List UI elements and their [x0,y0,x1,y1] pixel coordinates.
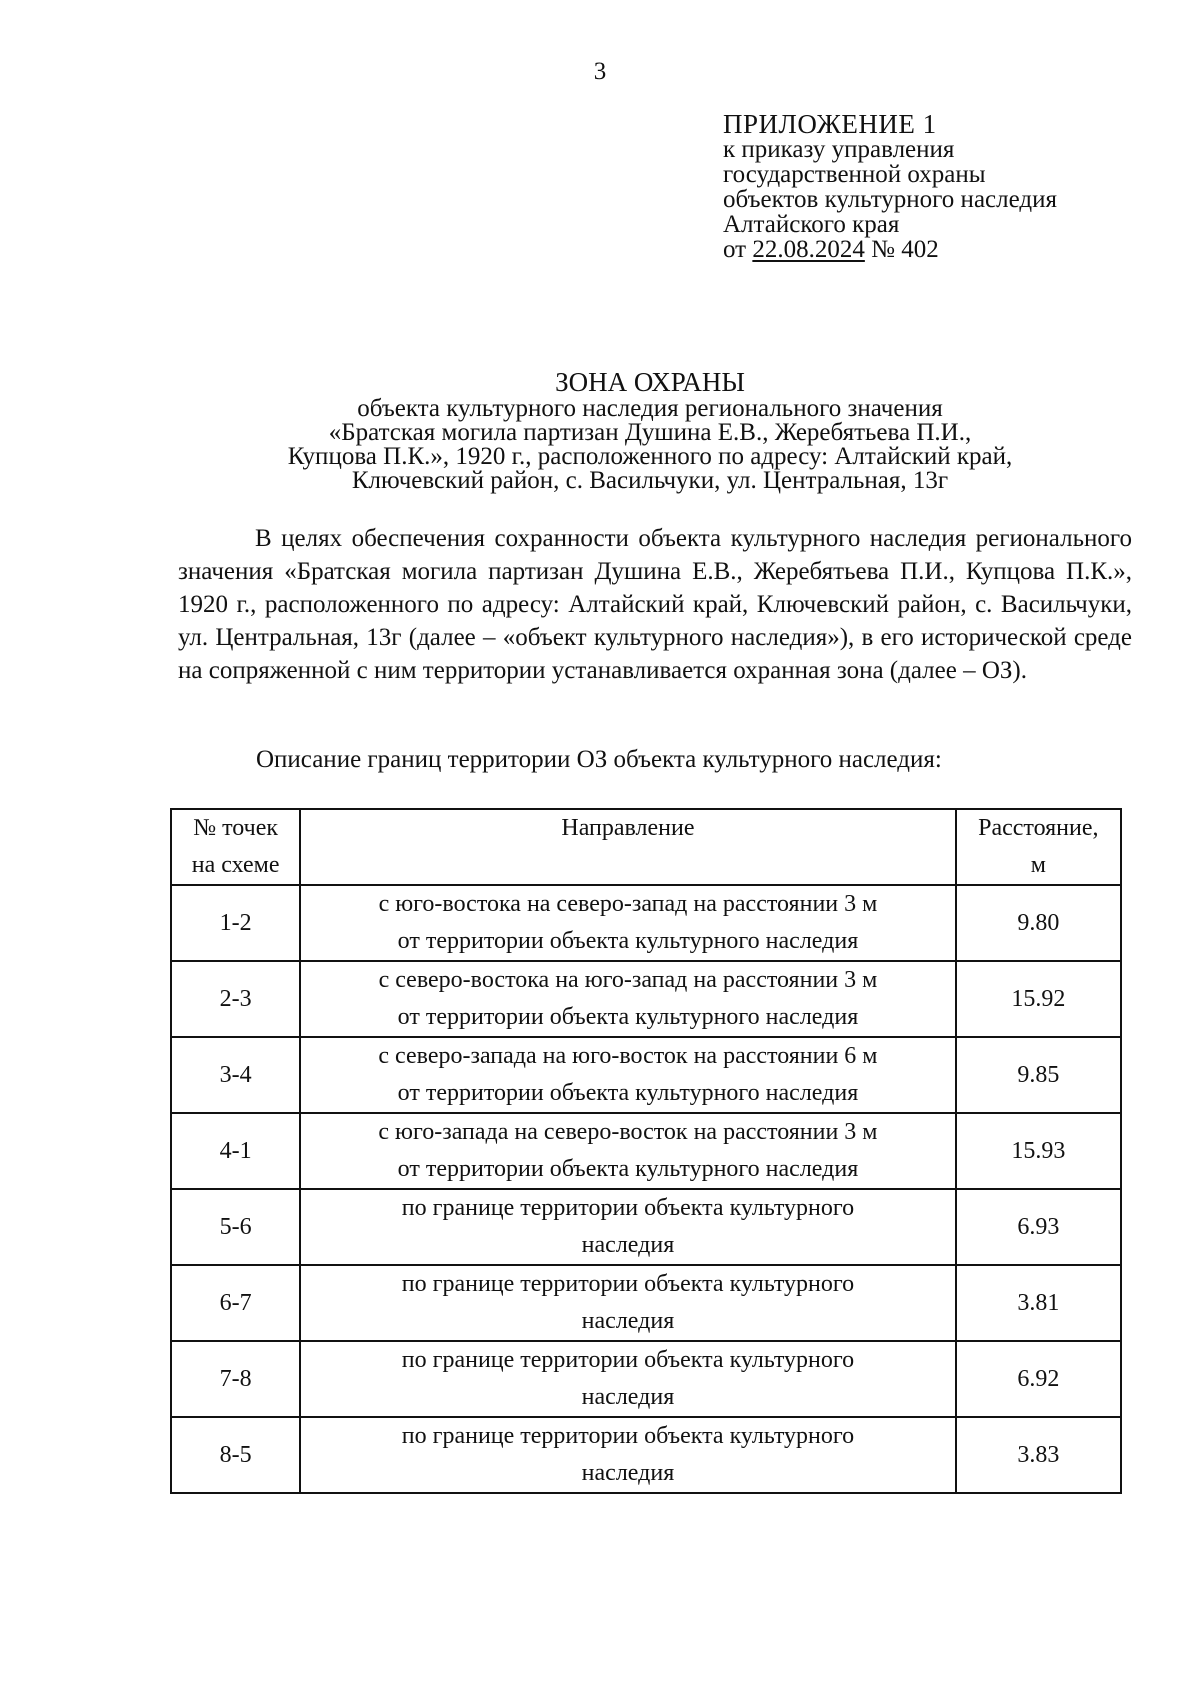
cell-distance: 15.93 [956,1113,1121,1189]
cell-points: 8-5 [171,1417,300,1493]
cell-points: 1-2 [171,885,300,961]
cell-direction [300,1037,955,1113]
appendix-date-line [723,237,1057,262]
cell-direction [300,961,955,1037]
cell-distance: 9.80 [956,885,1121,961]
direction-line: с юго-востока на северо-запад на расстоянии 3 м [378,891,878,917]
cell-points: 4-1 [171,1113,300,1189]
table-row [171,1341,1121,1417]
heading-line: Купцова П.К.», 1920 г., расположенного по адресу: Алтайский край, [287,443,1013,470]
table-row [171,1417,1121,1493]
cell-distance: 15.92 [956,961,1121,1037]
table-row [171,1037,1121,1113]
direction-line: от территории объекта культурного наследия [397,1004,859,1030]
header-points-line: на схеме [191,852,280,878]
boundary-table [170,808,1122,1494]
cell-distance: 6.93 [956,1189,1121,1265]
table-header-row [171,809,1121,885]
table-caption: Описание границ территории ОЗ объекта культурного наследия: [256,746,942,773]
header-distance [956,809,1121,885]
header-direction: Направление [300,809,955,885]
cell-points: 3-4 [171,1037,300,1113]
page-number: 3 [593,58,607,85]
direction-line: наследия [581,1232,675,1258]
heading-line: Ключевский район, с. Васильчуки, ул. Центральная, 13г [351,467,949,494]
cell-points: 7-8 [171,1341,300,1417]
direction-line: от территории объекта культурного наследия [397,1156,859,1182]
direction-line: с юго-запада на северо-восток на расстоянии 3 м [378,1119,878,1145]
heading-line: «Братская могила партизан Душина Е.В., Жеребятьева П.И., [328,419,972,446]
zone-title: ЗОНА ОХРАНЫ [555,367,745,397]
cell-distance: 6.92 [956,1341,1121,1417]
table-row [171,1265,1121,1341]
body-paragraph: В целях обеспечения сохранности объекта культурного наследия регионального значения «Братская могила партизан Душина Е.В., Жеребятьева П.И., Купцова П.К.», 1920 г., расположенного по адресу: Алтайский край, Ключевский район, с. Васильчуки, ул. Центральная, 13г (далее – «объект культурного наследия»), в его исторической среде на сопряженной с ним территории устанавливается охранная зона (далее – ОЗ). [178,525,1132,684]
table-row [171,885,1121,961]
direction-line: от территории объекта культурного наследия [397,1080,859,1106]
cell-direction [300,1189,955,1265]
cell-distance: 3.81 [956,1265,1121,1341]
cell-points: 5-6 [171,1189,300,1265]
cell-points: 6-7 [171,1265,300,1341]
header-distance-line: Расстояние, [978,815,1099,841]
appendix-line: государственной охраны [723,161,986,188]
appendix-line: Алтайского края [723,211,900,238]
header-points [171,809,300,885]
direction-line: по границе территории объекта культурного [401,1347,855,1373]
cell-direction [300,1417,955,1493]
cell-direction [300,1265,955,1341]
order-number: № 402 [871,236,939,263]
cell-points: 2-3 [171,961,300,1037]
appendix-line: объектов культурного наследия [723,186,1057,213]
heading-line: объекта культурного наследия регионального значения [357,395,943,422]
appendix-line: к приказу управления [723,136,955,163]
cell-direction [300,1113,955,1189]
direction-line: по границе территории объекта культурного [401,1195,855,1221]
direction-line: с северо-запада на юго-восток на расстоянии 6 м [378,1043,878,1069]
direction-line: наследия [581,1460,675,1486]
header-points-line: № точек [193,815,279,841]
direction-line: от территории объекта культурного наследия [397,928,859,954]
direction-line: наследия [581,1308,675,1334]
cell-direction [300,1341,955,1417]
table-row [171,1113,1121,1189]
direction-line: по границе территории объекта культурного [401,1271,855,1297]
header-distance-line: м [1030,852,1046,878]
appendix-block [723,109,1057,263]
document-heading [150,367,1150,493]
table-row [171,961,1121,1037]
cell-direction [300,885,955,961]
table-row [171,1189,1121,1265]
cell-distance: 3.83 [956,1417,1121,1493]
date-prefix: от [723,236,747,263]
direction-line: наследия [581,1384,675,1410]
direction-line: с северо-востока на юго-запад на расстоянии 3 м [378,967,878,993]
order-date: 22.08.2024 [752,236,865,263]
cell-distance: 9.85 [956,1037,1121,1113]
appendix-title: ПРИЛОЖЕНИЕ 1 [723,109,937,139]
direction-line: по границе территории объекта культурного [401,1423,855,1449]
